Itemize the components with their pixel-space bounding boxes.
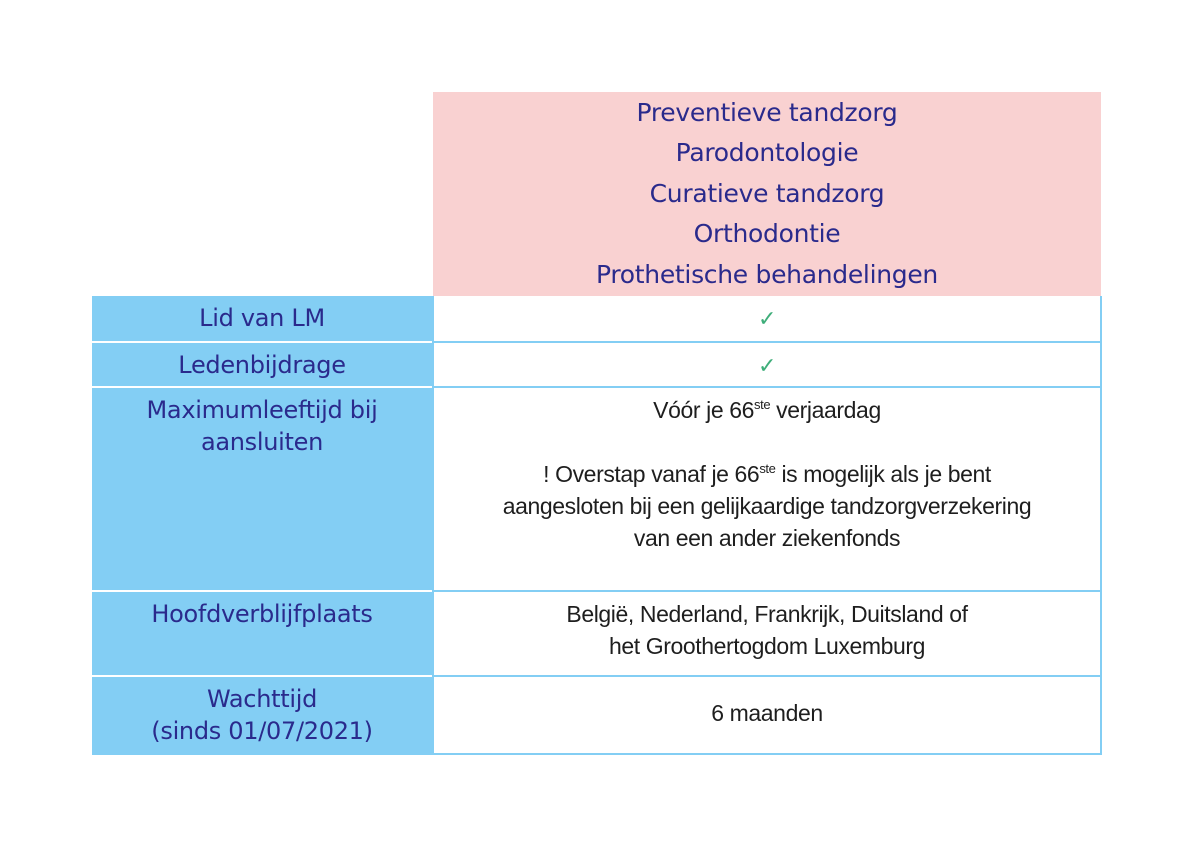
conditions-table [92,296,1102,755]
row-value [432,675,1102,755]
row-value [432,386,1102,590]
row-label [92,386,432,590]
checkmark-icon: ✓ [757,306,777,331]
transfer-note-line: aangesloten bij een gelijkaardige tandzorgverzekering [502,493,1032,519]
row-label [92,341,432,386]
table-row-waiting-period [92,675,1102,755]
row-value [432,296,1102,341]
table-row-contribution [92,341,1102,386]
row-label-text: Hoofdverblijfplaats [151,600,373,628]
row-label [92,590,432,675]
coverage-item-periodontology: Parodontologie [675,138,859,168]
max-age-text: Vóór je 66ste verjaardag [653,397,881,423]
residence-text: het Groothertogdom Luxemburg [608,633,926,659]
row-label-text: Lid van LM [199,304,325,332]
table-row-max-age [92,386,1102,590]
coverage-header [433,92,1101,296]
row-value [432,341,1102,386]
row-label-text: Wachttijd [207,685,317,713]
transfer-note-line: van een ander ziekenfonds [633,525,901,551]
coverage-item-orthodontics: Orthodontie [693,219,841,249]
coverage-item-prosthetics: Prothetische behandelingen [596,259,938,289]
row-label-text: Ledenbijdrage [178,351,346,379]
row-label-text: aansluiten [200,428,324,456]
row-label [92,296,432,341]
waiting-period-text: 6 maanden [711,700,823,726]
coverage-item-curative: Curatieve tandzorg [649,178,885,208]
row-value [432,590,1102,675]
coverage-item-preventive: Preventieve tandzorg [636,97,898,127]
checkmark-icon: ✓ [757,353,777,378]
row-label-text: Maximumleeftijd bij [146,396,378,424]
table-row-residence [92,590,1102,675]
row-label-text: (sinds 01/07/2021) [151,717,373,745]
row-label [92,675,432,755]
transfer-note-line: ! Overstap vanaf je 66ste is mogelijk als je bent [543,461,991,487]
table-row-member [92,296,1102,341]
residence-text: België, Nederland, Frankrijk, Duitsland of [566,601,968,627]
